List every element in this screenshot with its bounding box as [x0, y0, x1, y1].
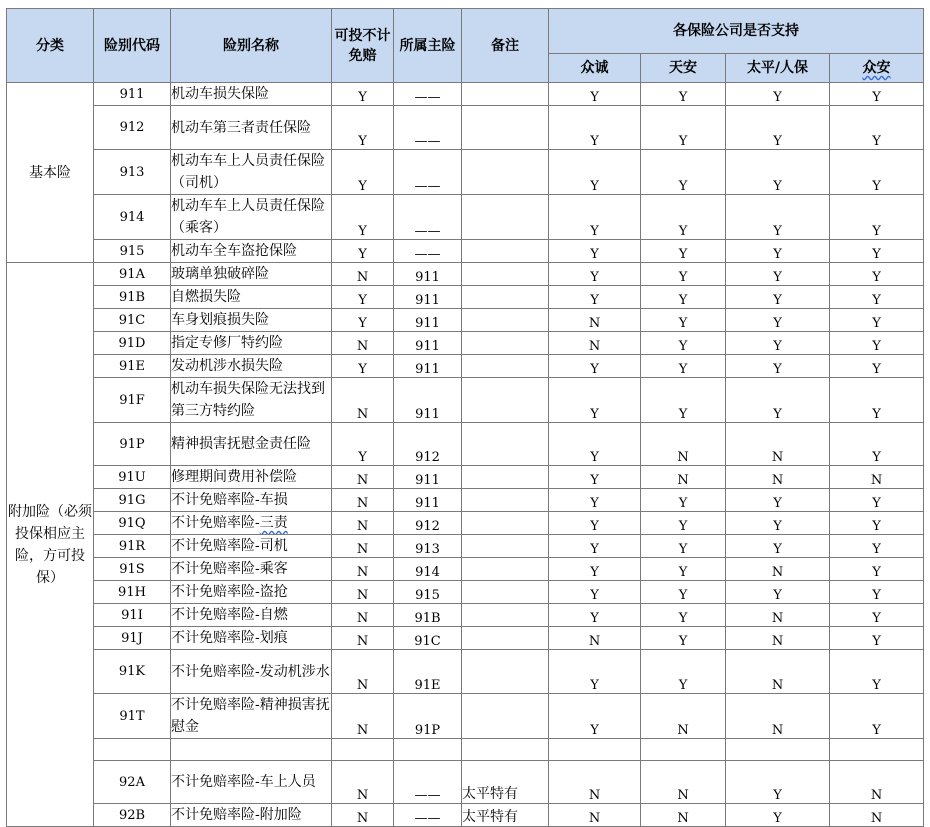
support-cell: Y: [726, 512, 830, 535]
name-cell: 自燃损失险: [171, 286, 332, 309]
table-row: [7, 627, 924, 650]
support-cell: N: [549, 332, 641, 355]
name-cell: 不计免赔率险-盗抢: [171, 581, 332, 604]
table-row: [7, 604, 924, 627]
support-cell: Y: [549, 535, 641, 558]
code-cell: 915: [94, 240, 171, 263]
table-row: [7, 83, 924, 106]
note-cell: [462, 106, 549, 150]
support-cell: Y: [830, 378, 924, 423]
header-note: 备注: [462, 9, 549, 83]
support-cell: Y: [549, 694, 641, 739]
name-cell: 不计免赔率险-发动机涉水: [171, 650, 332, 694]
code-cell: 91P: [94, 423, 171, 466]
support-cell: Y: [830, 512, 924, 535]
deductible-exempt-cell: Y: [332, 286, 394, 309]
header-code: 险别代码: [94, 9, 171, 83]
support-cell: Y: [641, 558, 726, 581]
support-cell: Y: [641, 378, 726, 423]
note-cell: [462, 535, 549, 558]
deductible-exempt-cell: N: [332, 535, 394, 558]
note-cell: [462, 378, 549, 423]
code-cell: 913: [94, 150, 171, 195]
parent-cell: 914: [394, 558, 462, 581]
table-row: [7, 309, 924, 332]
support-cell: Y: [549, 650, 641, 694]
header-company: 众诚: [549, 54, 641, 83]
deductible-exempt-cell: Y: [332, 83, 394, 106]
support-cell: N: [549, 309, 641, 332]
header-support-group: 各保险公司是否支持: [549, 9, 924, 54]
header-company: 天安: [641, 54, 726, 83]
note-cell: [462, 286, 549, 309]
parent-cell: 912: [394, 423, 462, 466]
support-cell: N: [726, 650, 830, 694]
name-cell: 机动车损失保险无法找到第三方特约险: [171, 378, 332, 423]
support-cell: Y: [641, 512, 726, 535]
note-cell: [462, 263, 549, 286]
support-cell: [830, 739, 924, 761]
deductible-exempt-cell: N: [332, 332, 394, 355]
parent-cell: ——: [394, 804, 462, 827]
parent-cell: ——: [394, 106, 462, 150]
table-row: [7, 535, 924, 558]
support-cell: Y: [549, 604, 641, 627]
table-row: [7, 332, 924, 355]
note-cell: [462, 83, 549, 106]
support-cell: Y: [549, 378, 641, 423]
deductible-exempt-cell: Y: [332, 423, 394, 466]
support-cell: Y: [830, 106, 924, 150]
support-cell: N: [641, 466, 726, 489]
note-cell: [462, 650, 549, 694]
deductible-exempt-cell: Y: [332, 106, 394, 150]
table-row: [7, 240, 924, 263]
insurance-table: [6, 8, 924, 827]
support-cell: N: [549, 627, 641, 650]
table-row: [7, 761, 924, 804]
parent-cell: ——: [394, 150, 462, 195]
header-name: 险别名称: [171, 9, 332, 83]
support-cell: Y: [641, 83, 726, 106]
parent-cell: 911: [394, 489, 462, 512]
support-cell: N: [830, 466, 924, 489]
deductible-exempt-cell: N: [332, 627, 394, 650]
support-cell: Y: [830, 355, 924, 378]
table-row: [7, 195, 924, 240]
name-cell: 修理期间费用补偿险: [171, 466, 332, 489]
support-cell: Y: [549, 423, 641, 466]
deductible-exempt-cell: Y: [332, 195, 394, 240]
support-cell: Y: [641, 355, 726, 378]
note-cell: [462, 489, 549, 512]
support-cell: Y: [726, 263, 830, 286]
support-cell: Y: [830, 694, 924, 739]
support-cell: Y: [726, 581, 830, 604]
note-cell: [462, 558, 549, 581]
note-cell: [462, 512, 549, 535]
note-cell: [462, 627, 549, 650]
support-cell: N: [726, 627, 830, 650]
code-cell: 92B: [94, 804, 171, 827]
note-cell: [462, 150, 549, 195]
support-cell: N: [549, 761, 641, 804]
code-cell: 911: [94, 83, 171, 106]
support-cell: Y: [641, 263, 726, 286]
parent-cell: 91B: [394, 604, 462, 627]
support-cell: N: [641, 423, 726, 466]
parent-cell: 911: [394, 263, 462, 286]
deductible-exempt-cell: Y: [332, 240, 394, 263]
support-cell: Y: [726, 804, 830, 827]
support-cell: Y: [830, 604, 924, 627]
name-cell: [171, 739, 332, 761]
support-cell: N: [726, 604, 830, 627]
support-cell: Y: [641, 195, 726, 240]
table-row: [7, 423, 924, 466]
name-cell: 指定专修厂特约险: [171, 332, 332, 355]
code-cell: 91R: [94, 535, 171, 558]
code-cell: 91G: [94, 489, 171, 512]
name-cell: 不计免赔率险-司机: [171, 535, 332, 558]
table-row: [7, 650, 924, 694]
name-cell: 不计免赔率险-划痕: [171, 627, 332, 650]
header-company: [830, 54, 924, 83]
deductible-exempt-cell: N: [332, 761, 394, 804]
parent-cell: 911: [394, 332, 462, 355]
name-cell: [171, 512, 332, 535]
deductible-exempt-cell: [332, 739, 394, 761]
deductible-exempt-cell: N: [332, 378, 394, 423]
deductible-exempt-cell: N: [332, 489, 394, 512]
table-row: [7, 739, 924, 761]
code-cell: 914: [94, 195, 171, 240]
category-addon: 附加险（必须投保相应主险，方可投保）: [7, 263, 94, 827]
header-company: 太平/人保: [726, 54, 830, 83]
name-cell: 机动车损失保险: [171, 83, 332, 106]
note-cell: [462, 466, 549, 489]
deductible-exempt-cell: N: [332, 604, 394, 627]
name-cell: 精神损害抚慰金责任险: [171, 423, 332, 466]
support-cell: Y: [726, 195, 830, 240]
name-cell: 不计免赔率险-精神损害抚慰金: [171, 694, 332, 739]
parent-cell: ——: [394, 195, 462, 240]
code-cell: 91C: [94, 309, 171, 332]
header-category: 分类: [7, 9, 94, 83]
parent-cell: 912: [394, 512, 462, 535]
deductible-exempt-cell: Y: [332, 150, 394, 195]
support-cell: Y: [549, 558, 641, 581]
support-cell: Y: [641, 332, 726, 355]
parent-cell: 91P: [394, 694, 462, 739]
note-cell: [462, 195, 549, 240]
code-cell: 91A: [94, 263, 171, 286]
parent-cell: 913: [394, 535, 462, 558]
deductible-exempt-cell: N: [332, 650, 394, 694]
support-cell: Y: [549, 581, 641, 604]
support-cell: Y: [549, 512, 641, 535]
parent-cell: 91E: [394, 650, 462, 694]
parent-cell: 91C: [394, 627, 462, 650]
table-row: [7, 489, 924, 512]
name-cell: 车身划痕损失险: [171, 309, 332, 332]
code-cell: 91D: [94, 332, 171, 355]
support-cell: Y: [726, 332, 830, 355]
support-cell: Y: [641, 489, 726, 512]
support-cell: Y: [549, 355, 641, 378]
support-cell: N: [641, 804, 726, 827]
header-company-label: 众安: [862, 60, 891, 76]
support-cell: Y: [549, 286, 641, 309]
note-cell: [462, 739, 549, 761]
name-cell: 机动车全车盗抢保险: [171, 240, 332, 263]
code-cell: 91B: [94, 286, 171, 309]
code-cell: [94, 739, 171, 761]
name-cell: 不计免赔率险-乘客: [171, 558, 332, 581]
support-cell: Y: [641, 150, 726, 195]
support-cell: Y: [726, 535, 830, 558]
support-cell: Y: [830, 581, 924, 604]
header-parent: 所属主险: [394, 9, 462, 83]
support-cell: Y: [830, 332, 924, 355]
code-cell: 91E: [94, 355, 171, 378]
table-row: [7, 263, 924, 286]
support-cell: [641, 739, 726, 761]
support-cell: Y: [830, 423, 924, 466]
support-cell: Y: [726, 106, 830, 150]
category-basic: 基本险: [7, 83, 94, 263]
support-cell: Y: [641, 286, 726, 309]
table-row: [7, 581, 924, 604]
deductible-exempt-cell: N: [332, 581, 394, 604]
name-text: 不计免赔率险-三责: [171, 515, 288, 531]
support-cell: N: [830, 804, 924, 827]
support-cell: Y: [830, 535, 924, 558]
support-cell: Y: [641, 535, 726, 558]
support-cell: Y: [830, 150, 924, 195]
parent-cell: 911: [394, 286, 462, 309]
deductible-exempt-cell: Y: [332, 355, 394, 378]
support-cell: N: [726, 558, 830, 581]
support-cell: [726, 739, 830, 761]
parent-cell: 911: [394, 309, 462, 332]
deductible-exempt-cell: N: [332, 263, 394, 286]
name-cell: 机动车车上人员责任保险（司机）: [171, 150, 332, 195]
code-cell: 91J: [94, 627, 171, 650]
support-cell: Y: [549, 489, 641, 512]
deductible-exempt-cell: N: [332, 694, 394, 739]
support-cell: Y: [641, 309, 726, 332]
name-cell: 不计免赔率险-附加险: [171, 804, 332, 827]
spellcheck-mark: 三责: [259, 515, 288, 531]
support-cell: Y: [549, 240, 641, 263]
support-cell: N: [641, 694, 726, 739]
name-cell: 发动机涉水损失险: [171, 355, 332, 378]
note-cell: [462, 694, 549, 739]
support-cell: Y: [726, 286, 830, 309]
note-cell: [462, 604, 549, 627]
deductible-exempt-cell: N: [332, 466, 394, 489]
support-cell: Y: [549, 466, 641, 489]
table-row: [7, 466, 924, 489]
deductible-exempt-cell: Y: [332, 309, 394, 332]
note-cell: [462, 581, 549, 604]
support-cell: Y: [549, 195, 641, 240]
table-body: [7, 83, 924, 827]
note-cell: [462, 423, 549, 466]
support-cell: Y: [830, 240, 924, 263]
support-cell: Y: [641, 240, 726, 263]
support-cell: Y: [726, 489, 830, 512]
code-cell: 91F: [94, 378, 171, 423]
support-cell: Y: [830, 627, 924, 650]
note-cell: [462, 240, 549, 263]
code-cell: 912: [94, 106, 171, 150]
support-cell: Y: [830, 195, 924, 240]
support-cell: Y: [830, 489, 924, 512]
support-cell: N: [726, 694, 830, 739]
name-cell: 不计免赔率险-车损: [171, 489, 332, 512]
parent-cell: 915: [394, 581, 462, 604]
table-row: [7, 106, 924, 150]
support-cell: Y: [726, 378, 830, 423]
support-cell: Y: [726, 761, 830, 804]
table-row: [7, 512, 924, 535]
deductible-exempt-cell: N: [332, 558, 394, 581]
parent-cell: ——: [394, 761, 462, 804]
note-cell: [462, 332, 549, 355]
support-cell: Y: [830, 286, 924, 309]
parent-cell: 911: [394, 355, 462, 378]
table-row: [7, 804, 924, 827]
support-cell: Y: [641, 604, 726, 627]
name-cell: 机动车第三者责任保险: [171, 106, 332, 150]
parent-cell: 911: [394, 378, 462, 423]
name-cell: 机动车车上人员责任保险（乘客）: [171, 195, 332, 240]
support-cell: [549, 739, 641, 761]
code-cell: 91Q: [94, 512, 171, 535]
table-row: [7, 378, 924, 423]
support-cell: Y: [726, 150, 830, 195]
parent-cell: 911: [394, 466, 462, 489]
table-row: [7, 286, 924, 309]
name-cell: 玻璃单独破碎险: [171, 263, 332, 286]
code-cell: 91K: [94, 650, 171, 694]
code-cell: 91U: [94, 466, 171, 489]
table-row: [7, 558, 924, 581]
name-cell: 不计免赔率险-自燃: [171, 604, 332, 627]
support-cell: Y: [726, 240, 830, 263]
support-cell: Y: [726, 83, 830, 106]
support-cell: Y: [830, 83, 924, 106]
support-cell: N: [641, 761, 726, 804]
support-cell: Y: [641, 106, 726, 150]
support-cell: N: [726, 423, 830, 466]
code-cell: 91T: [94, 694, 171, 739]
support-cell: N: [549, 804, 641, 827]
table-row: [7, 150, 924, 195]
parent-cell: [394, 739, 462, 761]
note-cell: 太平特有: [462, 761, 549, 804]
support-cell: N: [830, 761, 924, 804]
support-cell: Y: [641, 650, 726, 694]
code-cell: 91H: [94, 581, 171, 604]
support-cell: Y: [830, 309, 924, 332]
code-cell: 92A: [94, 761, 171, 804]
support-cell: N: [726, 466, 830, 489]
support-cell: Y: [549, 83, 641, 106]
table-row: [7, 694, 924, 739]
support-cell: Y: [549, 263, 641, 286]
header-deductible-exempt: 可投不计免赔: [332, 9, 394, 83]
deductible-exempt-cell: N: [332, 804, 394, 827]
support-cell: Y: [641, 627, 726, 650]
support-cell: Y: [549, 106, 641, 150]
name-cell: 不计免赔率险-车上人员: [171, 761, 332, 804]
note-cell: [462, 309, 549, 332]
support-cell: Y: [549, 150, 641, 195]
parent-cell: ——: [394, 83, 462, 106]
support-cell: Y: [830, 650, 924, 694]
table-row: [7, 355, 924, 378]
support-cell: Y: [726, 309, 830, 332]
support-cell: Y: [726, 355, 830, 378]
support-cell: Y: [641, 581, 726, 604]
deductible-exempt-cell: N: [332, 512, 394, 535]
note-cell: [462, 355, 549, 378]
support-cell: Y: [830, 263, 924, 286]
code-cell: 91I: [94, 604, 171, 627]
parent-cell: ——: [394, 240, 462, 263]
note-cell: 太平特有: [462, 804, 549, 827]
code-cell: 91S: [94, 558, 171, 581]
support-cell: Y: [830, 558, 924, 581]
